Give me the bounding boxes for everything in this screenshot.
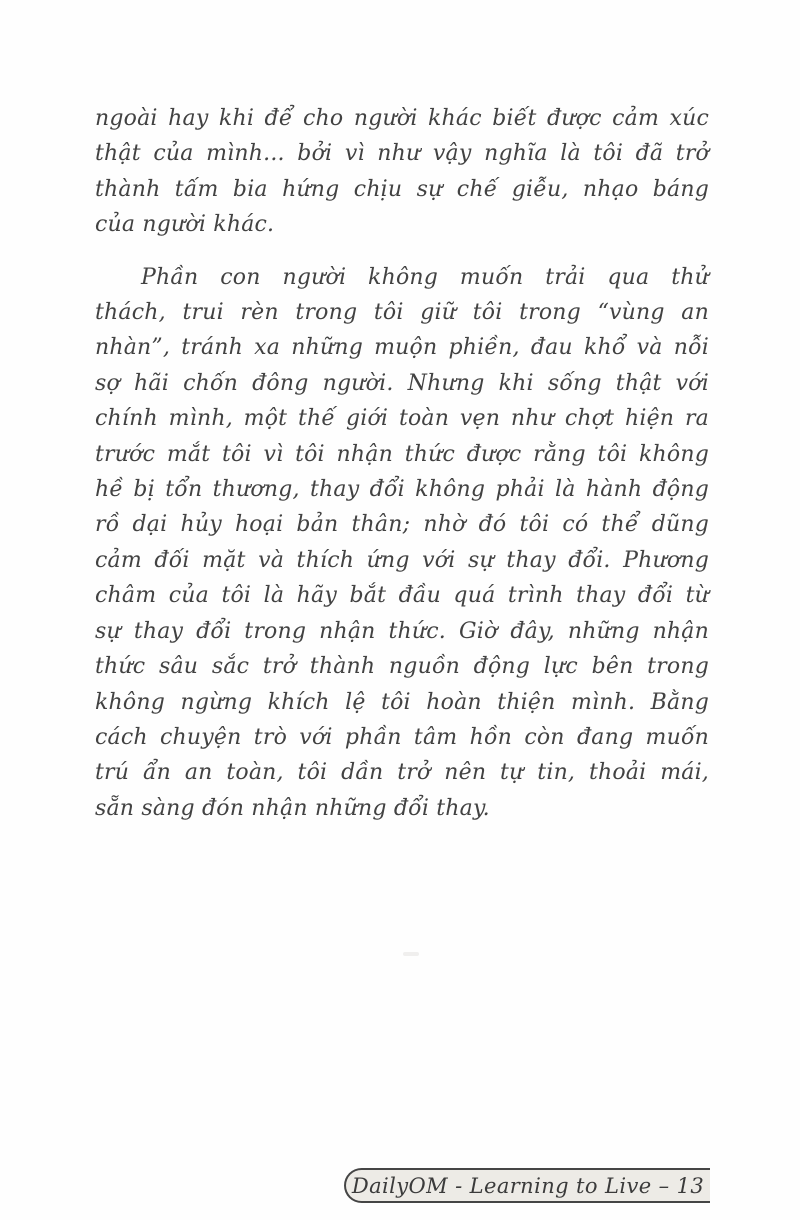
text-line: sự thay đổi trong nhận thức. Giờ đây, những nhận [95,618,709,644]
text-line: cách chuyện trò với phần tâm hồn còn đang muốn [95,724,709,750]
scan-smudge [403,952,419,956]
text-line: của người khác. [95,212,275,238]
text-line: trước mắt tôi vì tôi nhận thức được rằng tôi không [95,441,709,467]
text-line: không ngừng khích lệ tôi hoàn thiện mình. Bằng [95,689,709,715]
text-line: thật của mình... bởi vì như vậy nghĩa là tôi đã trở [95,141,709,167]
footer-title-and-page-number: DailyOM - Learning to Live – 13 [351,1173,705,1198]
text-line: ngoài hay khi để cho người khác biết được cảm xúc [95,106,709,131]
text-line: thức sâu sắc trở thành nguồn động lực bên trong [95,654,709,680]
body-text [95,101,709,826]
text-line: cảm đối mặt và thích ứng với sự thay đổi. Phương [95,547,709,573]
text-line: chính mình, một thế giới toàn vẹn như chợt hiện ra [95,406,709,432]
text-line: rồ dại hủy hoại bản thân; nhờ đó tôi có thể dũng [95,512,709,538]
text-line: sợ hãi chốn đông người. Nhưng khi sống thật với [95,370,709,396]
text-line: sẵn sàng đón nhận những đổi thay. [95,795,490,821]
text-line: châm của tôi là hãy bắt đầu quá trình thay đổi từ [95,583,709,609]
text-line: hề bị tổn thương, thay đổi không phải là hành động [95,477,709,503]
paragraph [95,101,709,243]
text-line: trú ẩn an toàn, tôi dần trở nên tự tin, thoải mái, [95,760,709,786]
text-line: Phần con người không muốn trải qua thử [141,264,709,290]
paragraph [95,260,709,827]
text-line: nhàn”, tránh xa những muộn phiền, đau khổ và nỗi [95,335,709,361]
text-line: thách, trui rèn trong tôi giữ tôi trong “vùng an [95,300,709,326]
text-line: thành tấm bia hứng chịu sự chế giễu, nhạo báng [95,176,709,202]
footer-page-banner [344,1168,710,1203]
